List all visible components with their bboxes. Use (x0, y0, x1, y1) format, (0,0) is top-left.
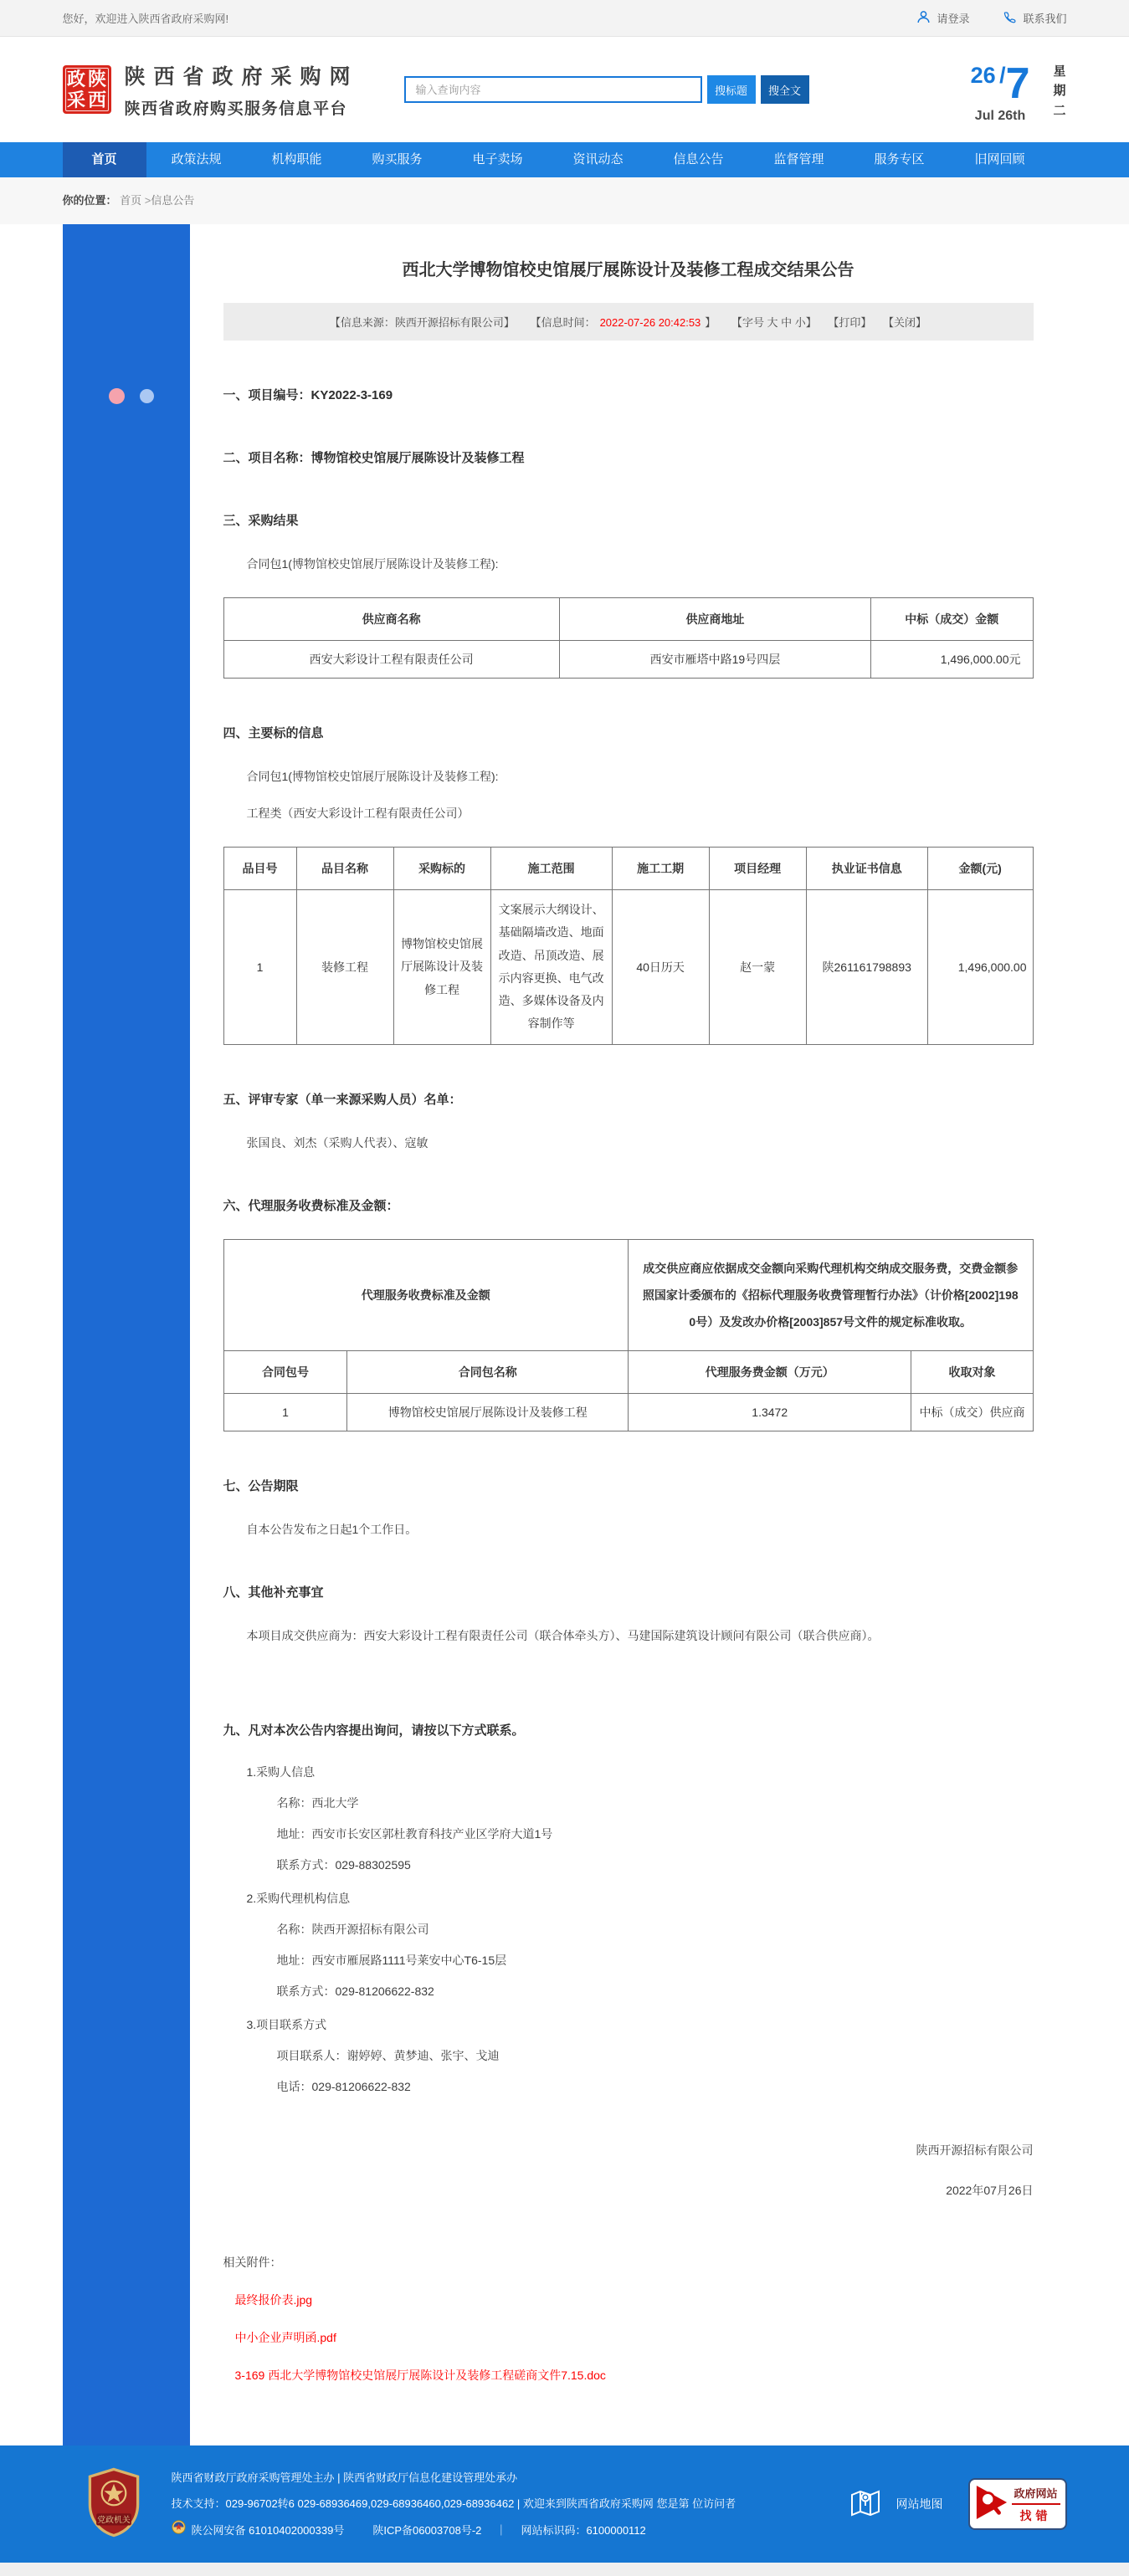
user-icon (916, 10, 931, 27)
nav-item-policies[interactable]: 政策法规 (171, 152, 222, 166)
close-button[interactable]: 【关闭】 (883, 316, 927, 329)
print-button[interactable]: 【打印】 (828, 316, 872, 329)
bottom-strip (0, 2563, 1129, 2576)
agency-fee: 1.3472 (628, 1394, 911, 1431)
category-line: 工程类（西安大彩设计工程有限责任公司） (246, 807, 470, 820)
result-col-address: 供应商地址 (559, 598, 870, 641)
search-title-button[interactable]: 搜标题 (707, 75, 756, 104)
date-day: 26 (970, 63, 996, 88)
fee-payer: 中标（成交）供应商 (911, 1394, 1033, 1431)
package-line: 合同包1(博物馆校史馆展厅展陈设计及装修工程): (246, 770, 499, 783)
phone-icon (1003, 10, 1017, 27)
emblem-label: 党政机关 (96, 2516, 131, 2526)
footer-organizer-line: 陕西省财政厅政府采购管理处主办 | 陕西省财政厅信息化建设管理处承办 (171, 2471, 518, 2484)
nav-item-announcements[interactable]: 信息公告 (673, 152, 724, 166)
construction-scope: 文案展示大纲设计、基础隔墙改造、地面改造、吊顶改造、展示内容更换、电气改造、多媒体设备及内容制作等 (490, 890, 612, 1045)
announcement-period: 自本公告发布之日起1个工作日。 (246, 1523, 418, 1537)
nav-item-e-mall[interactable]: 电子卖场 (472, 152, 523, 166)
agency-info-heading: 2.采购代理机构信息 (246, 1892, 351, 1906)
supplementary-note: 本项目成交供应商为：西安大彩设计工程有限责任公司（联合体牵头方）、马建国际建筑设计顾问有限公司（联合供应商）。 (246, 1629, 880, 1643)
project-contact-heading: 3.项目联系方式 (246, 2018, 327, 2032)
attachments-label: 相关附件： (223, 2256, 282, 2270)
site-code: 网站标识码：6100000112 (521, 2524, 646, 2538)
agency-phone: 联系方式：029-81206622-832 (276, 1984, 434, 1999)
site-subtitle: 陕西省政府购买服务信息平台 (124, 100, 348, 118)
supplier-address: 西安市雁塔中路19号四层 (559, 641, 870, 679)
result-col-amount: 中标（成交）金额 (871, 598, 1033, 641)
site-logo[interactable]: 政 陕 采 西 (63, 65, 111, 114)
font-size-controls[interactable]: 【字号 大 中 小】 (731, 316, 817, 329)
meta-time: 【信息时间： 2022-07-26 20:42:53 】 (530, 316, 716, 329)
announcement-article (190, 224, 1067, 2445)
subject-matter-table: 品目号 品目名称 采购标的 施工范围 施工工期 项目经理 执业证书信息 金额(元) 1 装修工程 博物馆校史馆展厅展陈设计及装修工程 文案展示大纲设计、基础隔墙改造、地面改造、吊顶改造、展示内容更换、电气改造、多媒体设备及内容制作等 40日历天 赵一蒙 陕261161798893 1,496,000.00 (223, 847, 1034, 1045)
login-button[interactable]: 请登录 (916, 10, 969, 27)
agency-fee-table: 代理服务收费标准及金额 成交供应商应依据成交金额向采购代理机构交纳成交服务费，交费金额参照国家计委颁布的《招标代理服务收费管理暂行办法》（计价格[2002]1980号）及发改办价格[2003]857号文件的规定标准收取。 合同包号 合同包名称 代理服务费金额（万元） 收取对象 1 博物馆校史馆展厅展陈设计及装修工程 1.3472 中标（成交）供应商 (223, 1239, 1034, 1432)
project-manager: 赵一蒙 (709, 890, 806, 1045)
article-meta-bar (223, 303, 1034, 341)
site-title: 陕西省政府采购网 (124, 65, 359, 89)
agency-address: 地址：西安市雁展路1111号莱安中心T6-15层 (276, 1954, 507, 1968)
attachment-link-sme-pdf[interactable]: 中小企业声明函.pdf (234, 2331, 336, 2345)
procurement-subject: 博物馆校史馆展厅展陈设计及装修工程 (393, 890, 490, 1045)
contact-us-link[interactable]: 联系我们 (1003, 10, 1066, 27)
signature-date: 2022年07月26日 (946, 2184, 1034, 2198)
buyer-phone: 联系方式：029-88302595 (276, 1858, 411, 1872)
left-decoration-band (63, 224, 190, 2445)
buyer-info-heading: 1.采购人信息 (246, 1765, 316, 1780)
police-badge-icon (172, 2517, 186, 2544)
package-no: 1 (223, 1394, 347, 1431)
section-7-title: 七、公告期限 (223, 1479, 299, 1494)
site-header (0, 37, 1129, 142)
breadcrumb: 你的位置： 首页 >信息公告 (0, 177, 1129, 224)
award-amount: 1,496,000.00元 (871, 641, 1033, 679)
expert-names: 张国良、刘杰（采购人代表）、寇敏 (246, 1135, 429, 1150)
table-row (223, 890, 1033, 1045)
attachment-link-quote-jpg[interactable]: 最终报价表.jpg (234, 2293, 313, 2307)
carousel-dot-blue[interactable] (140, 389, 154, 403)
breadcrumb-current[interactable]: 信息公告 (151, 194, 195, 207)
result-table (223, 597, 1034, 679)
license-info: 陕261161798893 (806, 890, 927, 1045)
date-widget: 26 /7 Jul 26th 星期二 (970, 59, 1066, 123)
sitemap-link[interactable]: 网站地图 (846, 2484, 943, 2525)
package-line: 合同包1(博物馆校史馆展厅展陈设计及装修工程): (246, 557, 499, 571)
fee-standard-text: 成交供应商应依据成交金额向采购代理机构交纳成交服务费，交费金额参照国家计委颁布的《招标代理服务收费管理暂行办法》（计价格[2002]1980号）及发改办价格[2003]857号文件的规定标准收取。 (628, 1239, 1033, 1351)
welcome-text: 您好，欢迎进入陕西省政府采购网! (62, 13, 229, 25)
meta-source: 【信息来源：陕西开源招标有限公司】 (329, 316, 515, 329)
breadcrumb-home[interactable]: 首页 (120, 194, 142, 207)
meta-time-value: 2022-07-26 20:42:53 (599, 316, 701, 329)
government-emblem (86, 2467, 141, 2542)
site-footer: 党政机关 陕西省财政厅政府采购管理处主办 | 陕西省财政厅信息化建设管理处承办 技术支持：029-96702转6 029-68936469,029-68936460,029-68936462 | 欢迎来到陕西省政府采购网 您是第 位访问者 陕公网安备 61010402000339号 陕ICP备06003708号-2 ｜ 网站标识码：6100000112 网站地图 政府网站 找错 (0, 2445, 1129, 2563)
search-bar (404, 75, 809, 104)
section-3-title: 三、采购结果 (223, 514, 299, 528)
date-english: Jul 26th (974, 109, 1026, 123)
section-8-title: 八、其他补充事宜 (223, 1585, 324, 1600)
section-9-title: 九、凡对本次公告内容提出询问，请按以下方式联系。 (223, 1723, 525, 1739)
map-icon (846, 2484, 885, 2525)
error-badge-title: 政府网站 (1012, 2485, 1060, 2505)
nav-item-functions[interactable]: 机构职能 (271, 152, 322, 166)
public-security-filing-link[interactable]: 陕公网安备 61010402000339号 (191, 2524, 345, 2538)
error-badge-action: 找错 (1019, 2508, 1052, 2522)
nav-item-purchase-services[interactable]: 购买服务 (372, 152, 423, 166)
search-input[interactable] (404, 76, 702, 103)
package-name: 博物馆校史馆展厅展陈设计及装修工程 (347, 1394, 629, 1431)
signature-block (223, 2142, 1034, 2199)
buyer-address: 地址：西安市长安区郭杜教育科技产业区学府大道1号 (276, 1827, 553, 1841)
main-nav (0, 142, 1129, 177)
error-report-icon (975, 2483, 1008, 2526)
weekday-label: 星期二 (1053, 64, 1066, 118)
result-col-supplier: 供应商名称 (223, 598, 559, 641)
project-contact-phone: 电话：029-81206622-832 (276, 2080, 411, 2094)
supplier-name: 西安大彩设计工程有限责任公司 (223, 641, 559, 679)
table-row (223, 1394, 1033, 1431)
nav-item-old-site[interactable]: 旧网回顾 (974, 152, 1025, 166)
section-4-title: 四、主要标的信息 (223, 726, 324, 740)
agency-name: 名称：陕西开源招标有限公司 (276, 1923, 429, 1937)
item-amount: 1,496,000.00 (927, 890, 1033, 1045)
nav-item-home[interactable]: 首页 (63, 142, 146, 177)
footer-support-line: 技术支持：029-96702转6 029-68936469,029-68936460,029-68936462 | 欢迎来到陕西省政府采购网 您是第 位访问者 (171, 2497, 736, 2511)
buyer-name: 名称：西北大学 (276, 1796, 359, 1810)
table-row (223, 641, 1033, 679)
attachment-link-doc[interactable]: 3-169 西北大学博物馆校史馆展厅展陈设计及装修工程磋商文件7.15.doc (234, 2369, 606, 2383)
item-no: 1 (223, 890, 296, 1045)
top-utility-bar (0, 0, 1129, 37)
page-title: 西北大学博物馆校史馆展厅展陈设计及装修工程成交结果公告 (402, 261, 854, 279)
error-report-badge[interactable] (968, 2478, 1067, 2530)
carousel-dot-pink[interactable] (109, 388, 125, 404)
section-6-title: 六、代理服务收费标准及金额： (223, 1198, 399, 1213)
nav-item-news[interactable]: 资讯动态 (572, 152, 624, 166)
section-2-title: 二、项目名称：博物馆校史馆展厅展陈设计及装修工程 (223, 451, 525, 465)
date-month: 7 (1005, 59, 1030, 108)
search-fulltext-button[interactable]: 搜全文 (761, 75, 809, 104)
section-5-title: 五、评审专家（单一来源采购人员）名单： (223, 1092, 462, 1107)
construction-period: 40日历天 (612, 890, 709, 1045)
icp-filing-link[interactable]: 陕ICP备06003708号-2 (372, 2524, 482, 2538)
nav-item-supervision[interactable]: 监督管理 (773, 152, 824, 166)
project-contact-persons: 项目联系人：谢婷婷、黄梦迪、张宇、戈迪 (276, 2049, 500, 2063)
signature-company: 陕西开源招标有限公司 (916, 2143, 1034, 2158)
nav-item-service-zone[interactable]: 服务专区 (874, 152, 925, 166)
item-name: 装修工程 (296, 890, 393, 1045)
fee-standard-label: 代理服务收费标准及金额 (223, 1239, 628, 1351)
section-1-title: 一、项目编号：KY2022-3-169 (223, 388, 393, 402)
